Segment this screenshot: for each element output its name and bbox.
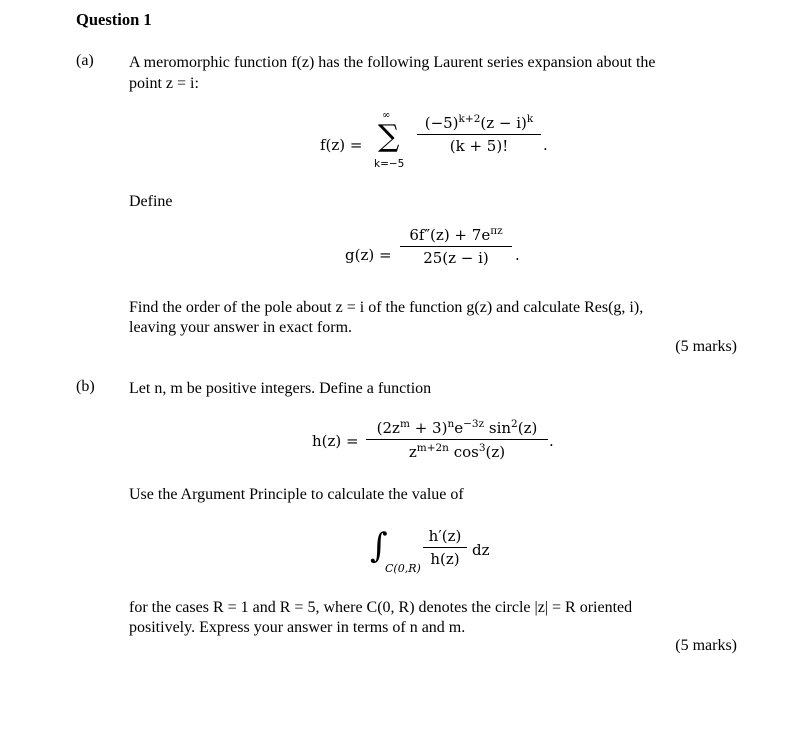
g-fraction-bar bbox=[400, 246, 512, 247]
part-a-task-line2: leaving your answer in exact form. bbox=[129, 319, 353, 336]
part-b-marks: (5 marks) bbox=[675, 637, 737, 654]
f-denominator: (k + 5)! bbox=[449, 137, 509, 155]
integrand-fraction-bar bbox=[423, 547, 467, 548]
part-a-intro-line2: point z = i: bbox=[129, 75, 199, 92]
f-fraction-bar bbox=[417, 134, 541, 135]
g-end: . bbox=[515, 246, 520, 264]
part-b-cases-line1: for the cases R = 1 and R = 5, where C(0, R) denotes the circle |z| = R oriented bbox=[129, 599, 633, 616]
h-fraction-bar bbox=[366, 439, 548, 440]
g-numerator: $6f''(z) + 7e^{\pi z}$ bbox=[409, 225, 503, 244]
h-lhs: h(z) = bbox=[312, 432, 359, 450]
f-end: . bbox=[543, 136, 548, 154]
sum-symbol: ∑ bbox=[378, 119, 400, 154]
part-b-label: (b) bbox=[76, 378, 95, 395]
integrand-fraction bbox=[423, 527, 467, 568]
h-numerator: $(2z^m + 3)^ne^{-3z}$ $\sin^2(z)$ bbox=[376, 418, 538, 437]
sum-lower: k=−5 bbox=[374, 158, 405, 170]
h-end: . bbox=[549, 432, 554, 450]
part-b-cases-line2: positively. Express your answer in terms of n and m. bbox=[129, 619, 466, 636]
integrand-denominator: h(z) bbox=[430, 550, 460, 568]
g-lhs: g(z) = bbox=[345, 246, 392, 264]
sum-upper: ∞ bbox=[382, 110, 391, 121]
part-a-marks: (5 marks) bbox=[675, 338, 737, 355]
integrand-numerator: h′(z) bbox=[428, 527, 462, 545]
question-title: Question 1 bbox=[76, 10, 152, 29]
part-a-task-line1: Find the order of the pole about z = i of the function g(z) and calculate Res(g, i), bbox=[129, 299, 644, 316]
h-fraction bbox=[366, 418, 548, 461]
define-text: Define bbox=[129, 193, 173, 210]
part-b-intro: Let n, m be positive integers. Define a function bbox=[129, 380, 432, 397]
part-a-intro-line1: A meromorphic function f(z) has the following Laurent series expansion about the bbox=[129, 54, 656, 71]
part-b-use-line: Use the Argument Principle to calculate the value of bbox=[129, 486, 464, 503]
g-denominator: 25(z − i) bbox=[423, 249, 489, 267]
integral-symbol: ∫ bbox=[370, 526, 388, 566]
part-a-label: (a) bbox=[76, 52, 94, 69]
g-fraction bbox=[400, 225, 512, 267]
f-fraction bbox=[417, 113, 541, 155]
f-numerator: $(-5)^{k+2}(z - i)^k$ bbox=[424, 113, 534, 132]
integral-subscript: C(0,R) bbox=[385, 562, 421, 575]
integral-dz: dz bbox=[472, 541, 490, 559]
f-lhs: f(z) = bbox=[320, 136, 363, 154]
h-denominator: $z^{m+2n}$ $\cos^3(z)$ bbox=[408, 442, 506, 461]
